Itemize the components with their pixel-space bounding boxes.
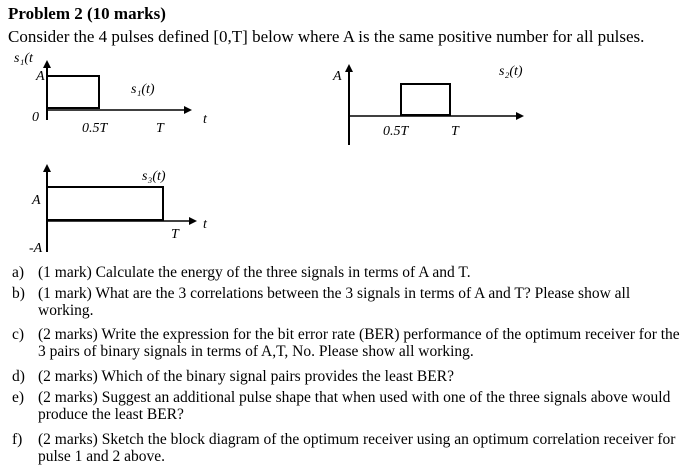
question-text: (2 marks) Suggest an additional pulse shape that when used with one of the three signals above would produce the least BER?	[38, 389, 671, 423]
s3-amplitude-label: A	[32, 193, 41, 208]
question-text: (2 marks) Which of the binary signal pairs provides the least BER?	[38, 368, 454, 385]
question-d	[12, 368, 688, 385]
s3-title-label: s₃(t)	[142, 169, 166, 184]
s1-axis-label: s₁(t	[14, 51, 33, 66]
s1-t-label: t	[203, 112, 207, 127]
question-letter: b)	[12, 285, 25, 302]
question-a	[12, 264, 688, 281]
question-letter: f)	[12, 431, 23, 448]
question-text: (2 marks) Sketch the block diagram of the optimum receiver using an optimum correlation receiver for pulse 1 and 2 above.	[38, 431, 676, 465]
problem-intro: Consider the 4 pulses defined [0,T] below where A is the same positive number for all pulses.	[8, 27, 645, 46]
question-f	[12, 431, 688, 465]
s1-origin-label: 0	[32, 110, 39, 125]
s2-pulse	[401, 84, 450, 115]
problem-title: Problem 2 (10 marks)	[8, 4, 166, 23]
question-c	[12, 326, 688, 360]
question-letter: e)	[12, 389, 25, 406]
s1-half-label: 0.5T	[82, 121, 108, 136]
s3-plot	[29, 166, 208, 256]
question-text: (2 marks) Write the expression for the bit error rate (BER) performance of the optimum receiver for the 3 pairs of binary signals in terms of A,T, No. Please show all working.	[38, 326, 680, 360]
s1-amplitude-label: A	[36, 69, 45, 84]
s1-plot	[14, 51, 208, 136]
s3-neg-amplitude-label: -A	[29, 241, 43, 256]
question-e	[12, 389, 688, 423]
s3-end-label: T	[171, 227, 179, 242]
s2-plot	[332, 64, 523, 145]
s2-amplitude-label: A	[333, 69, 342, 84]
s2-title-label: s₂(t)	[499, 64, 523, 79]
s2-half-label: 0.5T	[383, 124, 409, 139]
s3-t-label: t	[203, 217, 207, 232]
s3-pulse	[47, 187, 163, 220]
question-letter: d)	[12, 368, 25, 385]
s1-pulse	[47, 76, 99, 108]
question-b	[12, 285, 688, 319]
question-letter: a)	[12, 264, 25, 281]
s2-end-label: T	[451, 124, 459, 139]
s1-title-label: s₁(t)	[131, 82, 155, 97]
s1-end-label: T	[156, 121, 164, 136]
question-letter: c)	[12, 326, 25, 343]
question-text: (1 mark) What are the 3 correlations between the 3 signals in terms of A and T? Please show all working.	[38, 285, 631, 319]
question-text: (1 mark) Calculate the energy of the three signals in terms of A and T.	[38, 264, 471, 281]
